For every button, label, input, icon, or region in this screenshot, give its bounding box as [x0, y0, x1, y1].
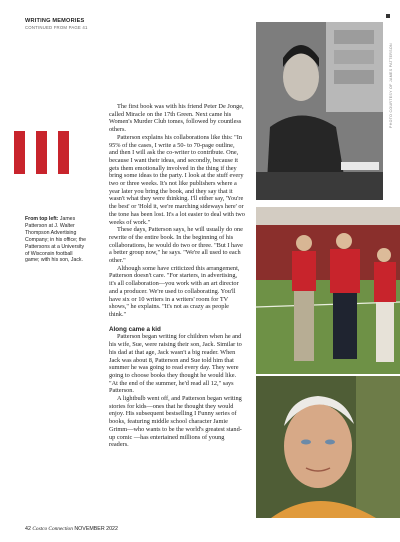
body-paragraph: A lightbulb went off, and Patterson began writing stories for kids—ones that he thought they would enjoy. His subsequent bestselling I Funny series of books, featuring middle school character Jamie Grimm—who wants to be the world's greatest stand-up comic —has entertained millions of young readers.	[109, 395, 242, 449]
page-footer	[25, 526, 118, 532]
decorative-bars	[14, 131, 70, 174]
body-paragraph: These days, Patterson says, he will usually do one rewrite of the entire book. In the beginning of his collaborations, he would do two or three. "But I have a better group now," he says. "We're all used to each other."	[109, 226, 243, 265]
body-paragraph: Patterson began writing for children when he and his wife, Sue, were raising their son, Jack. Similar to his dad at that age, Jack wasn't a big reader. When Jack was about 8, Patterson and Sue told him that summer he was going to read every day. They were going to choose books they thought he would like. "At the end of the summer, he'd read all 12," says Patterson.	[109, 333, 242, 395]
red-bar	[14, 131, 25, 174]
magazine-name: Costco Connection	[32, 526, 73, 532]
photo-football-game	[256, 207, 400, 374]
issue-date: NOVEMBER 2022	[74, 526, 118, 532]
photo-with-son	[256, 376, 400, 518]
body-paragraph: Although some have criticized this arrangement, Patterson doesn't care. "For starters, in advertising, it's all collaboration—you work with an art director and a producer. We're used to collaborating. You'll have six or 10 writers in a writers' room for TV shows," he explains. "It's not as crazy as people think."	[109, 264, 240, 318]
photo-caption	[25, 216, 88, 264]
article-body	[109, 103, 245, 449]
football-photo-illustration	[256, 207, 400, 374]
caption-lead: From top left:	[25, 216, 59, 222]
caption-text: James Patterson at J. Walter Thompson Advertising Company; in his office; the Pattersons at a University of Wisconsin football game; with his son, Jack.	[25, 216, 87, 264]
body-paragraph: The first book was with his friend Peter De Jonge, called Miracle on the 17th Green. Next came his Women's Murder Club tomes, followed by countless others.	[109, 103, 244, 134]
subhead: Along came a kid	[109, 325, 161, 333]
photo-credit: PHOTO COURTESY OF JAMES PATTERSON	[389, 43, 393, 128]
office-photo-illustration	[256, 22, 383, 200]
continued-note: CONTINUED FROM PAGE 41	[25, 25, 88, 30]
red-bar	[36, 131, 47, 174]
body-paragraph: Patterson explains his collaborations like this: "In 95% of the cases, I write a 50- to 70-page outline, and then I will ask the co-writer to contribute. One, because I want their ideas, and secondly, because it gets them emotionally involved in the thing if they bring some ideas to the party. I look at the stuff every two or three weeks. It's not like publishers where a year later you bring the book, and they say that it wasn't what they were thinking. I'll either say, 'You're the best' or 'Hold it, we're marching sideways here' or the tone has been lost. It's a lot easier to deal with two weeks of work."	[109, 133, 245, 226]
photo-office	[256, 22, 383, 200]
section-kicker: WRITING MEMORIES	[25, 18, 85, 24]
red-bar	[58, 131, 69, 174]
section-header	[25, 18, 88, 30]
page-number: 42	[25, 526, 31, 532]
corner-mark	[386, 14, 390, 18]
son-photo-illustration	[256, 376, 400, 518]
